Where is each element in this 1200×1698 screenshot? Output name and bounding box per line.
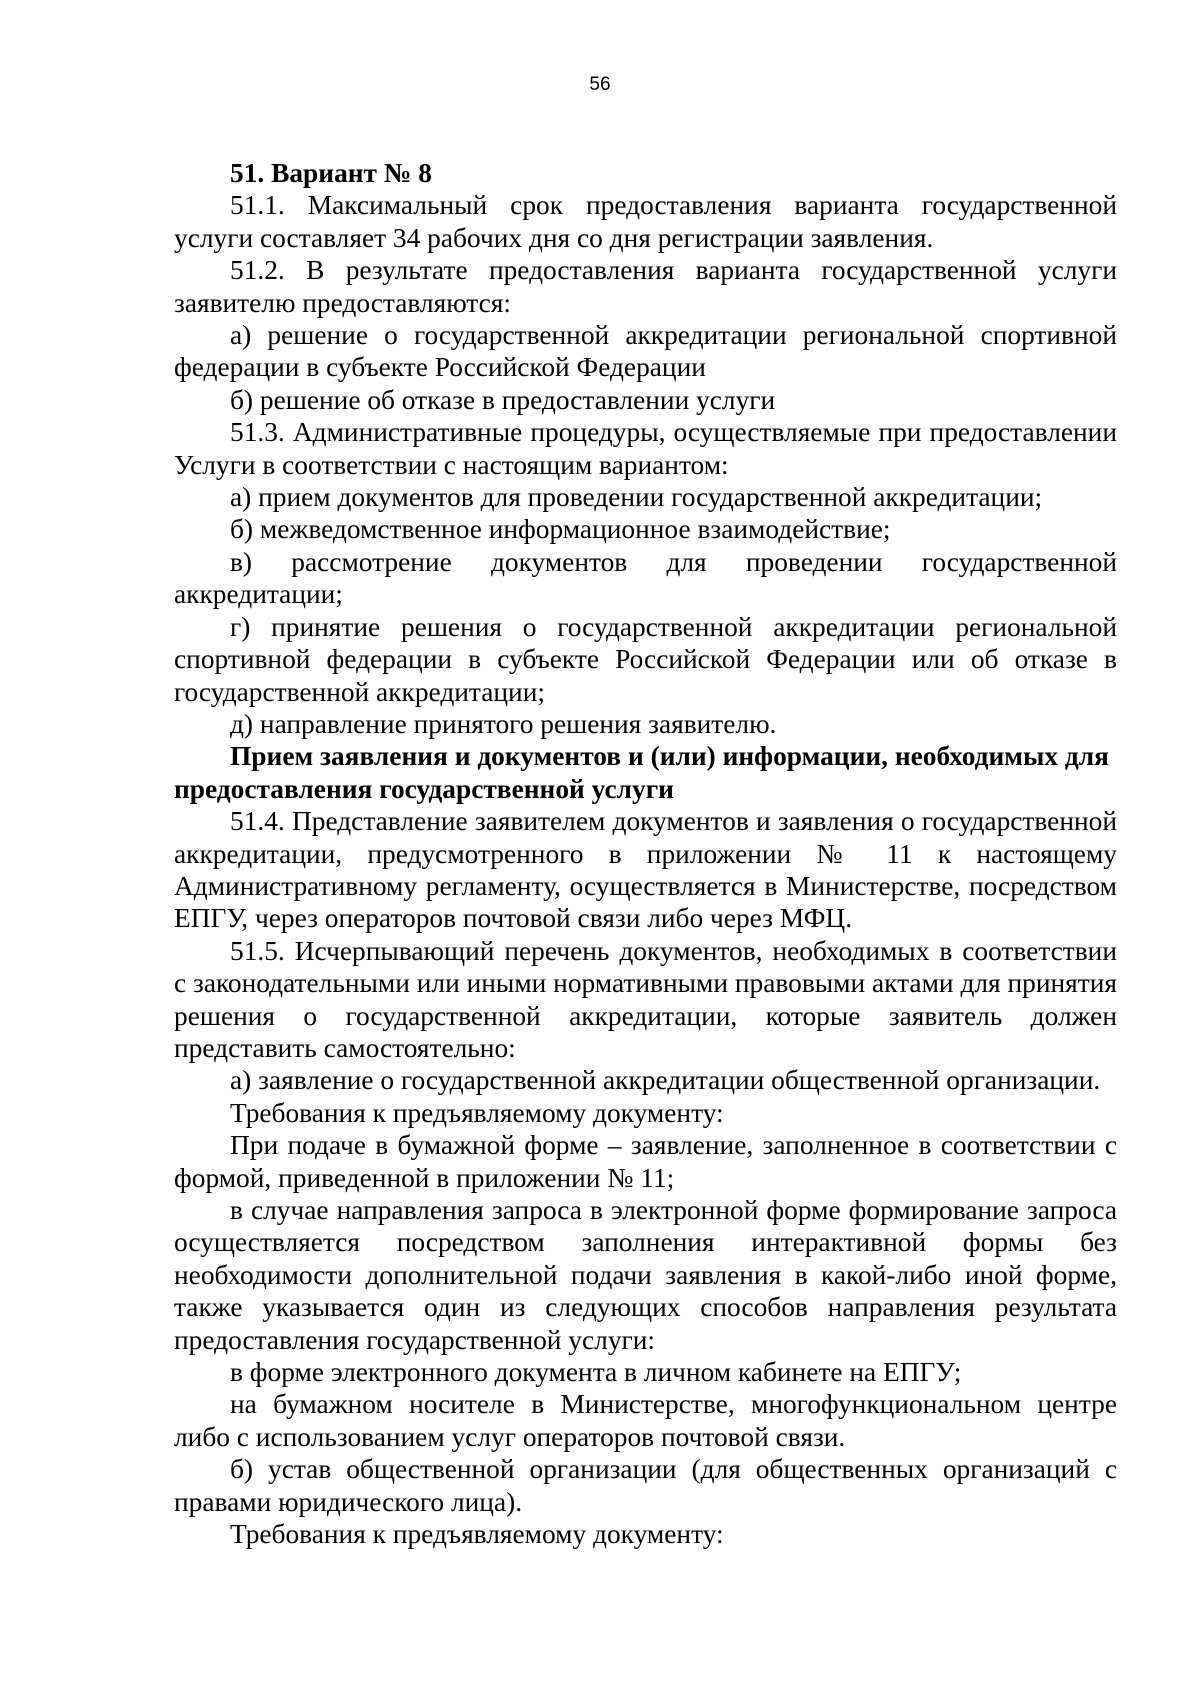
- list-item-a: а) прием документов для проведении государственной аккредитации;: [230, 482, 1043, 513]
- list-item-g: г) принятие решения о государственной аккредитации региональной спортивной федерации в субъекте Российской Федерации или об отказе в государственной аккредитации;: [174, 611, 1117, 707]
- requirements-label: Требования к предъявляемому документу:: [230, 1519, 724, 1550]
- paragraph-51-5: 51.5. Исчерпывающий перечень документов, необходимых в соответствии с законодательными или иными нормативными правовыми актами для принятия решения о государственной аккредитации, которые заявитель должен представить самостоятельно:: [174, 935, 1117, 1063]
- paragraph-51-4: 51.4. Представление заявителем документов и заявления о государственной аккредитации, предусмотренного в приложении № 11 к настоящему Административному регламенту, осуществляется в Министерстве, посредством ЕПГУ, через операторов почтовой связи либо через МФЦ.: [174, 806, 1117, 934]
- list-item-a: а) заявление о государственной аккредитации общественной организации.: [230, 1065, 1101, 1096]
- list-item-b: б) решение об отказе в предоставлении услуги: [230, 384, 776, 415]
- list-item-b: б) устав общественной организации (для общественных организаций с правами юридического лица).: [174, 1454, 1117, 1517]
- list-item-v: в) рассмотрение документов для проведении государственной аккредитации;: [174, 546, 1117, 610]
- section-heading: 51. Вариант № 8: [230, 158, 432, 188]
- subsection-heading: Прием заявления и документов и (или) информации, необходимых для предоставления государственной услуги: [174, 741, 1109, 804]
- paragraph: в случае направления запроса в электронной форме формирование запроса осуществляется посредством заполнения интерактивной формы без необходимости дополнительной подачи заявления в какой-либо иной форме, также указывается один из следующих способов направления результата предоставления государственной услуги:: [174, 1195, 1117, 1355]
- paragraph-51-2: 51.2. В результате предоставления варианта государственной услуги заявителю предоставляются:: [174, 255, 1117, 318]
- paragraph: При подаче в бумажной форме – заявление, заполненное в соответствии с формой, приведенной в приложении № 11;: [174, 1130, 1117, 1193]
- paragraph-51-3: 51.3. Административные процедуры, осуществляемые при предоставлении Услуги в соответствии с настоящим вариантом:: [174, 417, 1117, 480]
- paragraph-51-1: 51.1. Максимальный срок предоставления варианта государственной услуги составляет 34 рабочих дня со дня регистрации заявления.: [174, 190, 1117, 253]
- list-item-d: д) направление принятого решения заявителю.: [230, 708, 777, 739]
- list-item-a: а) решение о государственной аккредитации региональной спортивной федерации в субъекте Российской Федерации: [174, 320, 1117, 383]
- requirements-label: Требования к предъявляемому документу:: [230, 1097, 724, 1128]
- list-item-b: б) межведомственное информационное взаимодействие;: [230, 514, 891, 545]
- paragraph: на бумажном носителе в Министерстве, многофункциональном центре либо с использованием услуг операторов почтовой связи.: [174, 1389, 1117, 1452]
- paragraph: в форме электронного документа в личном кабинете на ЕПГУ;: [230, 1357, 962, 1388]
- document-body: [174, 157, 1117, 1550]
- page-number: 56: [589, 74, 611, 95]
